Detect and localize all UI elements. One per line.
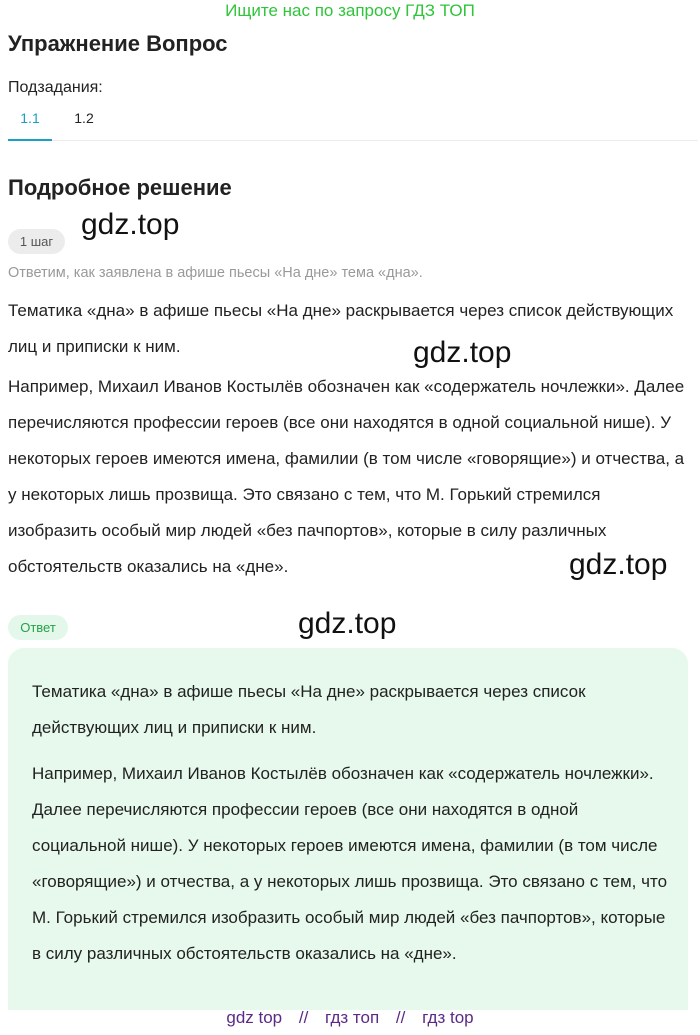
footer-link-gdz-top[interactable]: gdz top [226, 1008, 283, 1027]
watermark: gdz.top [81, 208, 180, 241]
watermark: gdz.top [413, 336, 512, 369]
solution-paragraph: Например, Михаил Иванов Костылёв обозначен как «содержатель ночлежки». Далее перечисляются профессии героев (все они находятся в одной социальной нише). У некоторых героев имеются имена, фамилии (в том числе «говорящие») и отчества, а у некоторых лишь прозвища. Это связано с тем, что М. Горький стремился изобразить особый мир людей «без пачпортов», которые в силу различных обстоятельств оказались на «дне». [8, 377, 685, 576]
exercise-title: Упражнение Вопрос [8, 31, 228, 56]
footer-link-gdz-top-ru[interactable]: гдз топ [325, 1008, 380, 1027]
solution-intro: Ответим, как заявлена в афише пьесы «На дне» тема «дна». [8, 265, 423, 281]
step-badge: 1 шаг [8, 229, 65, 254]
solution-title: Подробное решение [8, 175, 232, 200]
search-banner: Ищите нас по запросу ГДЗ ТОП [225, 1, 475, 20]
footer-link-gdz-top-mixed[interactable]: гдз top [422, 1008, 474, 1027]
answer-paragraph: Например, Михаил Иванов Костылёв обозначен как «содержатель ночлежки». Далее перечисляются профессии героев (все они находятся в одной социальной нише). У некоторых героев имеются имена, фамилии (в том числе «говорящие») и отчества, а у некоторых лишь прозвища. Это связано с тем, что М. Горький стремился изобразить особый мир людей «без пачпортов», которые в силу различных обстоятельств оказались на «дне». [32, 764, 668, 963]
solution-body [8, 293, 694, 589]
footer-separator: // [395, 1008, 406, 1027]
tab-subtask-1-2[interactable]: 1.2 [74, 110, 94, 126]
answer-box [8, 648, 688, 1010]
subtasks-label: Подзадания: [8, 79, 103, 96]
answer-paragraph: Тематика «дна» в афише пьесы «На дне» раскрывается через список действующих лиц и приписки к ним. [32, 682, 586, 737]
answer-body [32, 674, 672, 982]
solution-paragraph: Тематика «дна» в афише пьесы «На дне» раскрывается через список действующих лиц и приписки к ним. [8, 301, 674, 356]
subtask-tabs [8, 104, 698, 141]
footer-links [0, 1008, 700, 1028]
answer-badge: Ответ [8, 615, 68, 640]
watermark: gdz.top [298, 607, 397, 640]
tab-subtask-1-1[interactable]: 1.1 [8, 110, 52, 141]
footer-separator: // [298, 1008, 309, 1027]
watermark: gdz.top [569, 548, 668, 581]
